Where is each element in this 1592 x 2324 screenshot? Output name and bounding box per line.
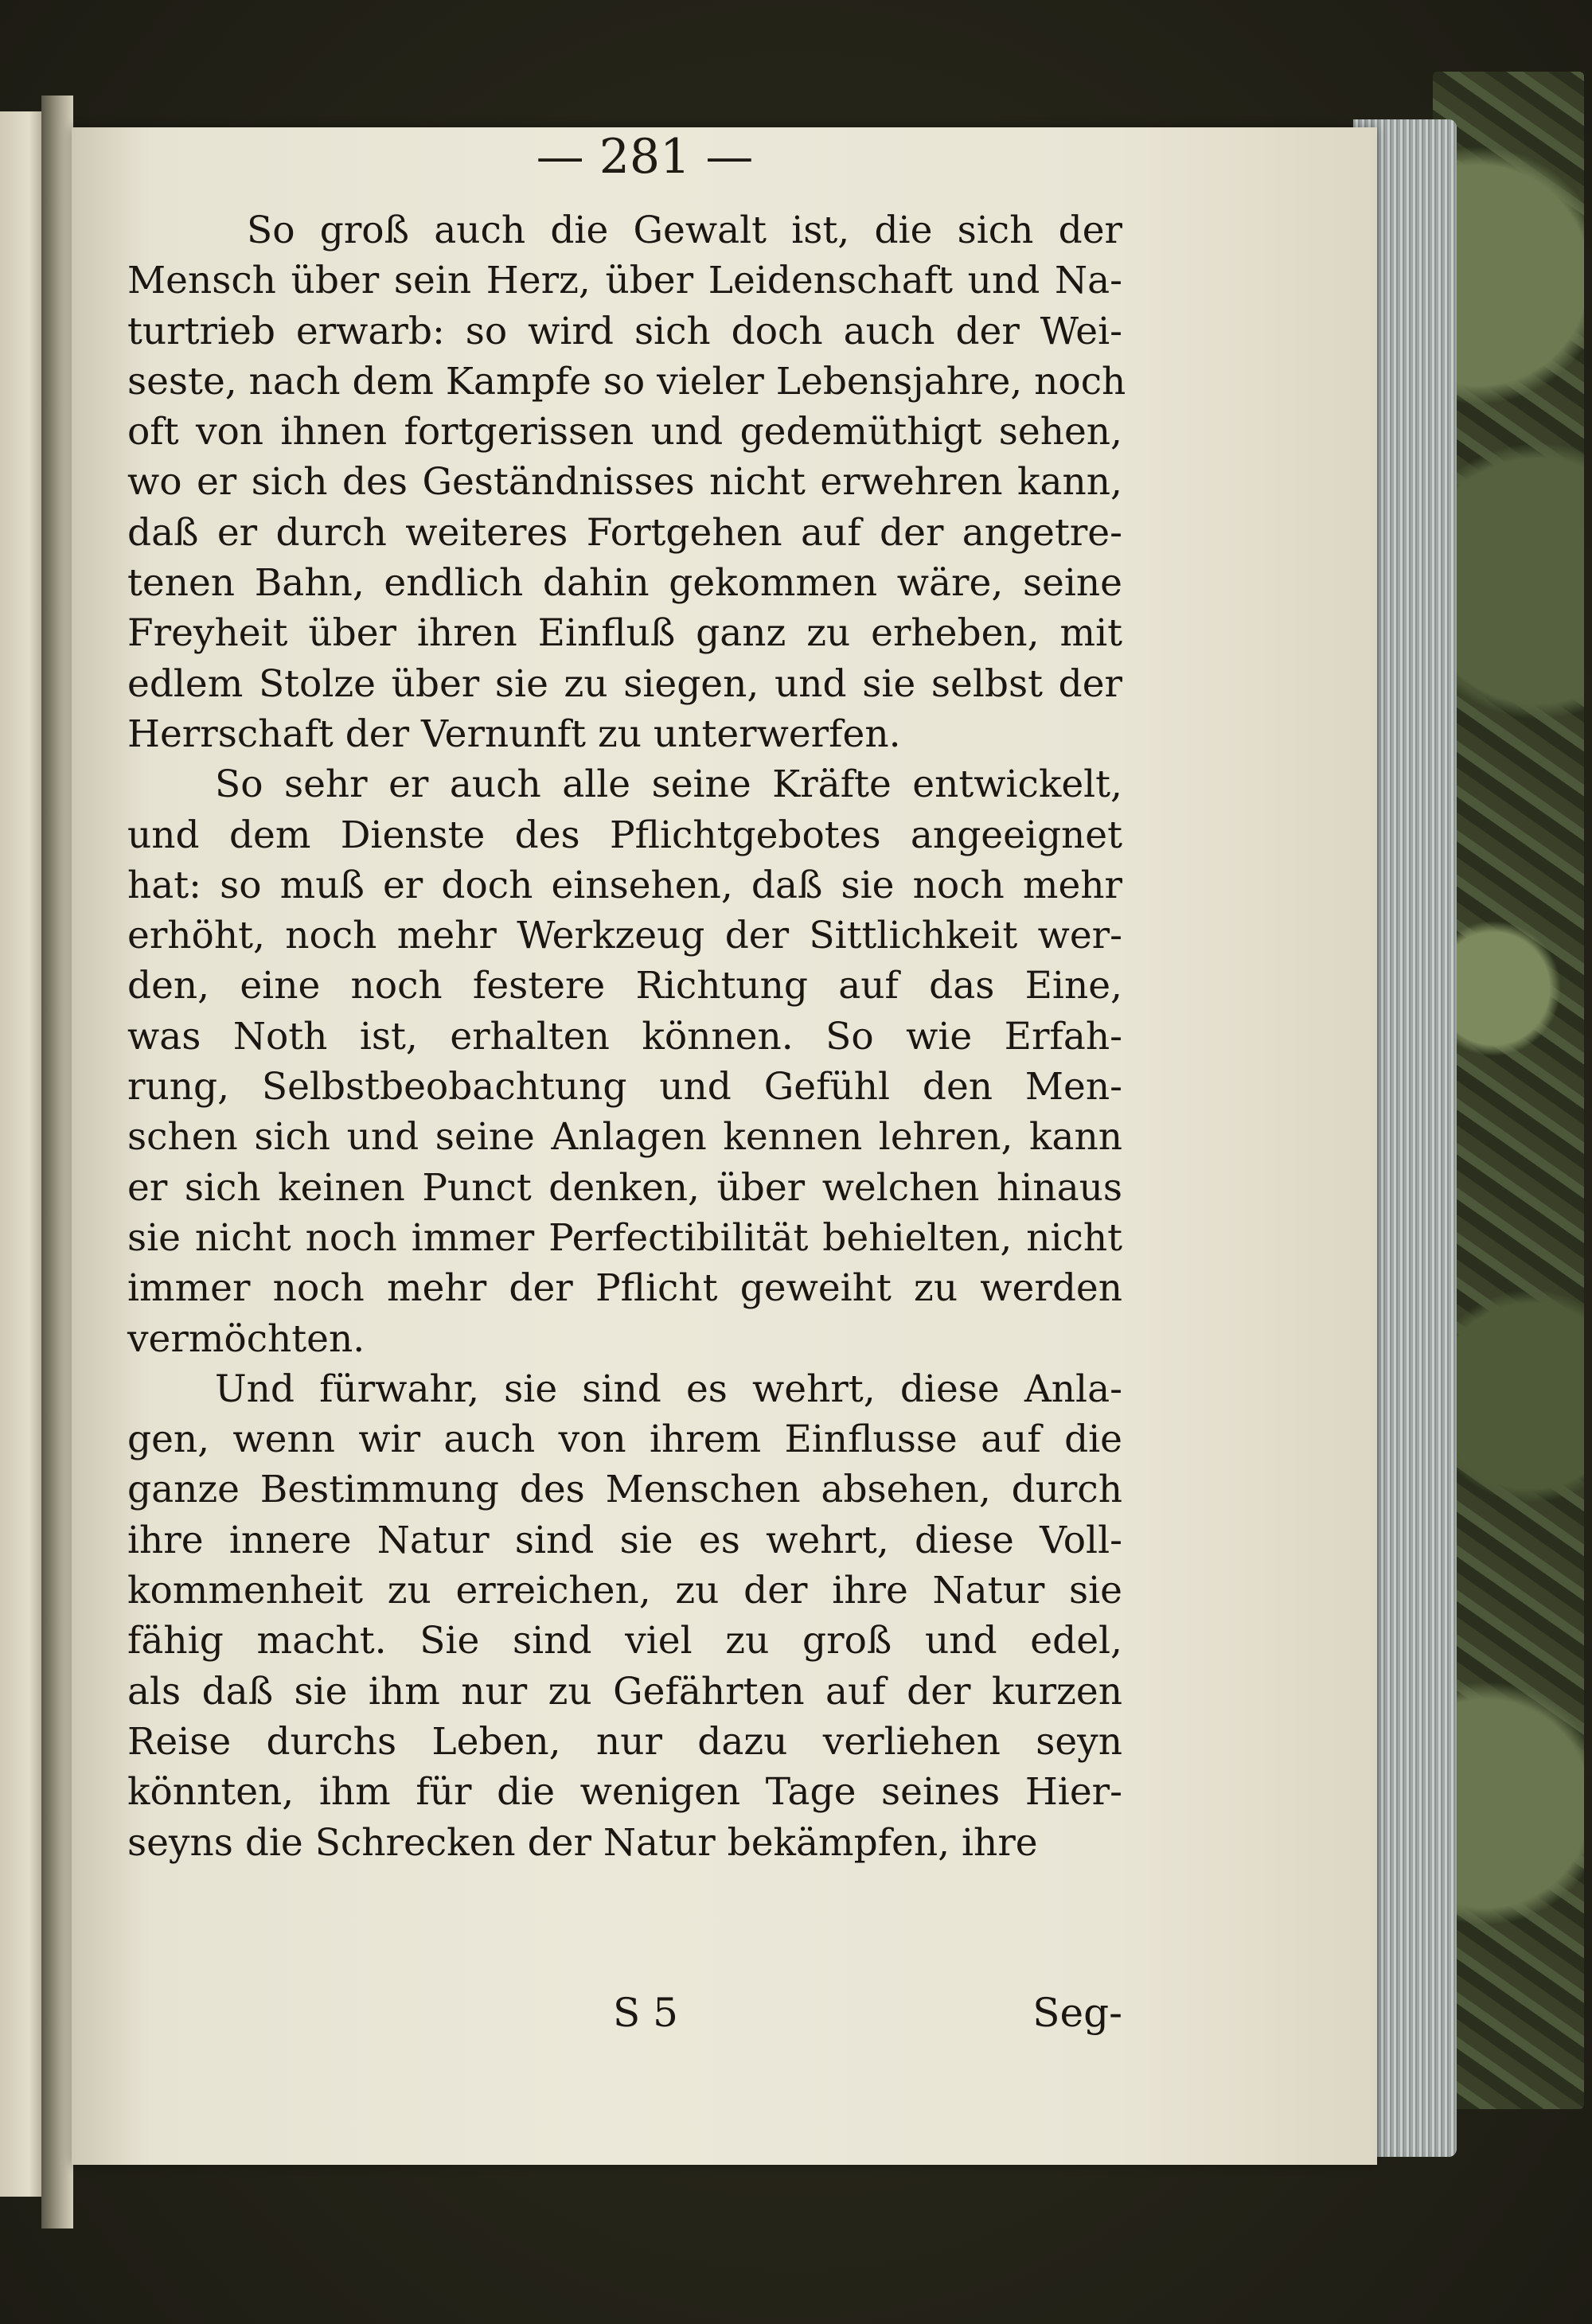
text-line: als daß sie ihm nur zu Gefährten auf der kurzen [127,1669,1122,1714]
text-line: Herrschaft der Vernunft zu unterwerfen. [127,712,901,756]
text-line: tenen Bahn, endlich dahin gekommen wäre, seine [127,561,1122,606]
text-line: Freyheit über ihren Einfluß ganz zu erheben, mit [127,611,1122,656]
text-line: wo er sich des Geständnisses nicht erwehren kann, [127,460,1122,505]
text-line: vermöchten. [127,1316,365,1361]
text-line: Und fürwahr, sie sind es wehrt, diese Anla- [215,1367,1122,1411]
text-line: So groß auch die Gewalt ist, die sich der [247,209,1122,252]
text-line: den, eine noch festere Richtung auf das Eine, [127,964,1122,1008]
text-line: hat: so muß er doch einsehen, daß sie noch mehr [127,863,1122,907]
page-footer [127,1990,1122,2045]
text-line: oft von ihnen fortgerissen und gedemüthigt sehen, [127,410,1122,454]
signature-mark: S 5 [613,1990,678,2036]
text-line: ihre innere Natur sind sie es wehrt, diese Voll- [127,1518,1122,1562]
text-line: kommenheit zu erreichen, zu der ihre Natur sie [127,1569,1122,1613]
text-line: daß er durch weiteres Fortgehen auf der angetre- [127,510,1122,555]
page-number-header: — 281 — [536,129,754,185]
text-line: er sich keinen Punct denken, über welchen hinaus [127,1165,1122,1210]
text-line: könnten, ihm für die wenigen Tage seines Hier- [127,1770,1122,1815]
text-line: So sehr er auch alle seine Kräfte entwickelt, [215,762,1122,807]
text-line: rung, Selbstbeobachtung und Gefühl den Men- [127,1065,1122,1109]
text-line: was Noth ist, erhalten können. So wie Erfah- [127,1014,1122,1059]
text-line: schen sich und seine Anlagen kennen lehren, kann [127,1115,1122,1160]
catchword: Seg- [1032,1990,1122,2036]
facing-page-edge [0,111,41,2197]
text-line: erhöht, noch mehr Werkzeug der Sittlichkeit wer- [127,914,1122,958]
text-line: Mensch über sein Herz, über Leidenschaft und Na- [127,259,1122,303]
text-line: seste, nach dem Kampfe so vieler Lebensjahre, noch [127,359,1126,404]
text-line: seyns die Schrecken der Natur bekämpfen, ihre [127,1820,1038,1865]
text-line: ganze Bestimmung des Menschen absehen, durch [127,1468,1122,1512]
text-line: und dem Dienste des Pflichtgebotes angeeignet [127,813,1122,857]
body-text [127,205,1126,1868]
text-line: Reise durchs Leben, nur dazu verliehen seyn [127,1719,1122,1764]
text-line: fähig macht. Sie sind viel zu groß und edel, [127,1619,1122,1663]
text-line: turtrieb erwarb: so wird sich doch auch der Wei- [127,309,1122,353]
text-line: immer noch mehr der Pflicht geweiht zu werden [127,1266,1122,1311]
text-line: edlem Stolze über sie zu siegen, und sie selbst der [127,661,1122,706]
book-gutter [41,96,73,2228]
text-line: sie nicht noch immer Perfectibilität behielten, nicht [127,1215,1122,1260]
text-line: gen, wenn wir auch von ihrem Einflusse auf die [127,1417,1122,1462]
